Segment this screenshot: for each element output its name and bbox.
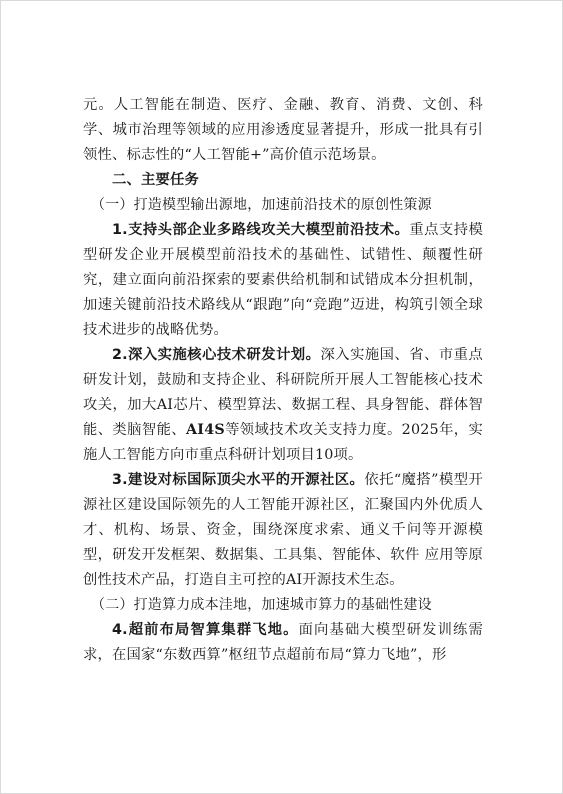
item-3-body: 依托“魔搭”模型开源社区建设国际领先的人工智能开源社区，汇聚国内外优质人才、机构、场景、资金，围绕深度求索、通义千问等开源模型，研发开发框架、数据集、工具集、智能体、软件 应用等原创性技术产品，打造自主可控的AI开源技术生态。	[83, 472, 483, 588]
document-body	[83, 93, 483, 668]
intro-paragraph: 元。人工智能在制造、医疗、金融、教育、消费、文创、科学、城市治理等领域的应用渗透度显著提升，形成一批具有引领性、标志性的“人工智能+”高价值示范场景。	[83, 97, 483, 163]
item-3-paragraph	[83, 468, 483, 593]
subsection-heading-2: （二）打造算力成本洼地，加速城市算力的基础性建设	[91, 597, 432, 613]
subsection-heading-1: （一）打造模型输出源地，加速前沿技术的原创性策源	[91, 197, 432, 213]
item-1-body: 重点支持模型研发企业开展模型前沿技术的基础性、试错性、颠覆性研究，建立面向前沿探索的要素供给机制和试错成本分担机制，加速关键前沿技术路线从“跟跑”向“竞跑”迈进，构筑引领全球技术进步的战略优势。	[83, 222, 484, 338]
item-2-bold-term: AI4S	[186, 422, 225, 438]
item-2-body-b: 等领域技术攻关支持力度。2025年，实施人工智能方向市重点科研计划项目10项。	[83, 422, 484, 463]
item-4-lead: 4.超前布局智算集群飞地。	[112, 622, 299, 638]
item-4-body: 面向基础大模型研发训练需求，在国家“东数西算”枢纽节点超前布局“算力飞地”，形	[83, 622, 483, 663]
item-1-lead: 1.支持头部企业多路线攻关大模型前沿技术。	[112, 222, 410, 238]
item-2-lead: 2.深入实施核心技术研发计划。	[112, 347, 321, 363]
item-4-paragraph	[83, 618, 483, 668]
section-heading: 二、主要任务	[112, 172, 199, 188]
item-1-paragraph	[83, 218, 483, 343]
item-3-lead: 3.建设对标国际顶尖水平的开源社区。	[112, 472, 365, 488]
item-2-paragraph	[83, 343, 483, 468]
item-2-body-a: 深入实施国、省、市重点研发计划，鼓励和支持企业、科研院所开展人工智能核心技术攻关，加大AI芯片、模型算法、数据工程、具身智能、群体智能、类脑智能、	[83, 347, 483, 438]
